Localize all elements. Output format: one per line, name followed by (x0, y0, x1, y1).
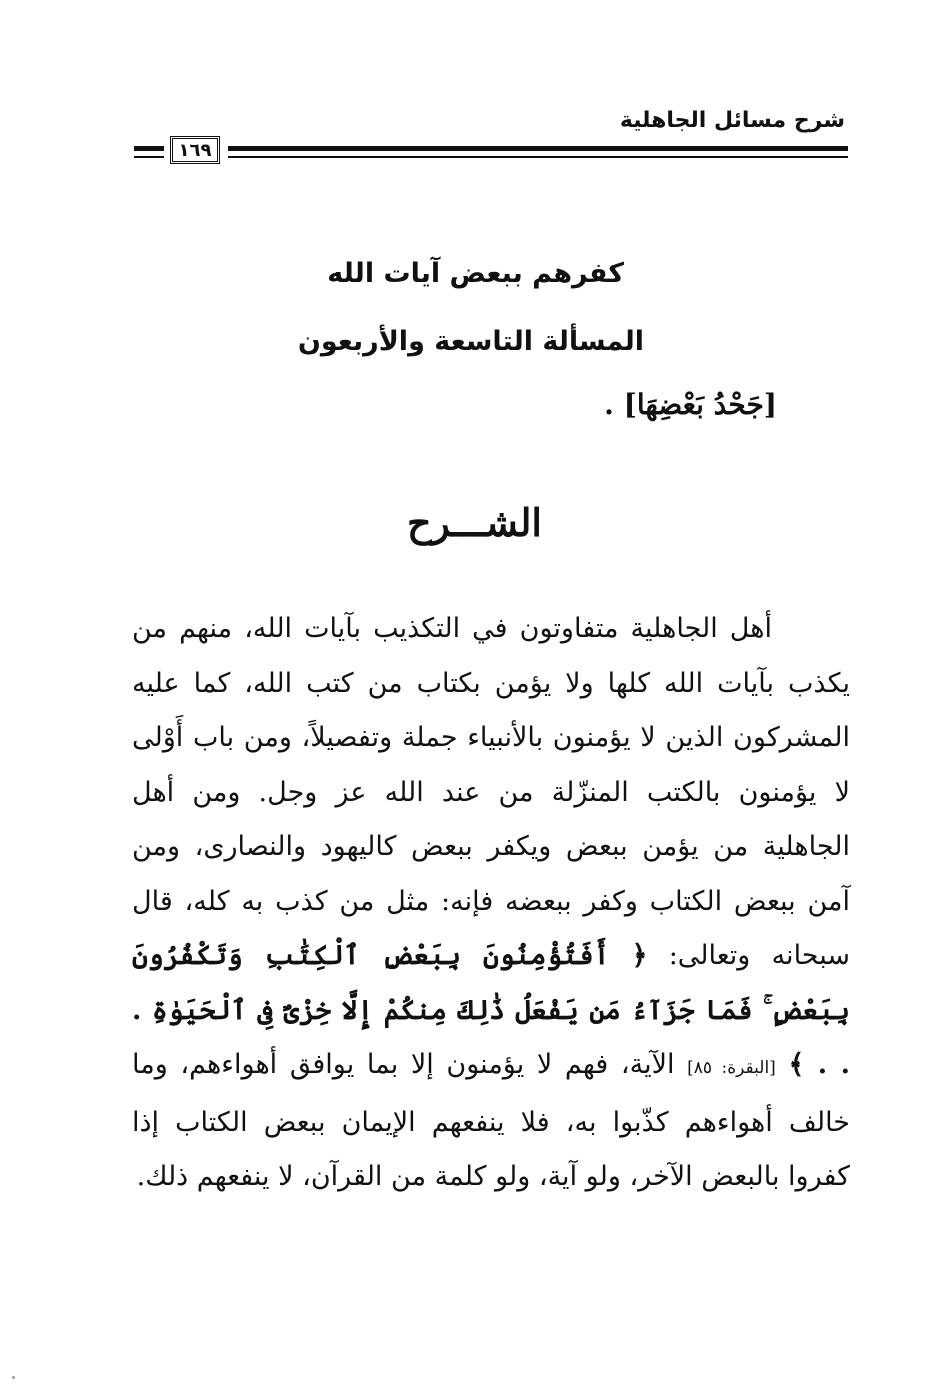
issue-statement: [جَحْدُ بَعْضِهَا] . (604, 388, 777, 421)
issue-heading: المسألة التاسعة والأربعون (297, 326, 644, 357)
commentary-body (132, 602, 850, 1205)
body-text-intro: أهل الجاهلية متفاوتون في التكذيب بآيات الله، منهم من يكذب بآيات الله كلها ولا يؤمن بكتاب من كتب الله، كما عليه المشركون الذين لا يؤمنون بالأنبياء جملة وتفصيلاً، ومن باب أَوْلى لا يؤمنون بالكتب المنزّلة من عند الله عز وجل. ومن أهل الجاهلية من يؤمن ببعض ويكفر ببعض كاليهود والنصارى، ومن آمن ببعض الكتاب وكفر ببعضه فإنه: مثل من كذب به كله، قال سبحانه وتعالى: (132, 613, 850, 971)
page-number: ١٦٩ (170, 136, 220, 164)
topic-heading: كفرهم ببعض آيات الله (327, 258, 624, 289)
scan-speck (12, 1376, 15, 1379)
commentary-paragraph (132, 602, 850, 1205)
running-header-title: شرح مسائل الجاهلية (619, 108, 845, 133)
quran-verse: ﴿ أَفَتُؤْمِنُونَ بِبَعْضِ ٱلْكِتَٰبِ وَتَكْفُرُونَ بِبَعْضٍ ۚ فَمَا جَزَآءُ مَن يَفْعَلُ ذَٰلِكَ مِنكُمْ إِلَّا خِزْىٌ فِى ٱلْحَيَوٰةِ . . . ﴾ (132, 940, 851, 1080)
header-rule-left-thick (134, 146, 164, 151)
commentary-heading: الشـــرح (407, 500, 542, 545)
verse-reference: [البقرة: ٨٥] (687, 1058, 776, 1078)
header-rule-thin (228, 156, 848, 158)
header-rule-thick (228, 146, 848, 151)
header-rule-left-thin (134, 156, 164, 158)
body-text-conclusion: الآية، فهم لا يؤمنون إلا بما يوافق أهواءهم، وما خالف أهواءهم كذّبوا به، فلا ينفعهم الإيمان ببعض الكتاب إذا كفروا بالبعض الآخر، ولو آية، ولو كلمة من القرآن، لا ينفعهم ذلك. (132, 1049, 850, 1192)
